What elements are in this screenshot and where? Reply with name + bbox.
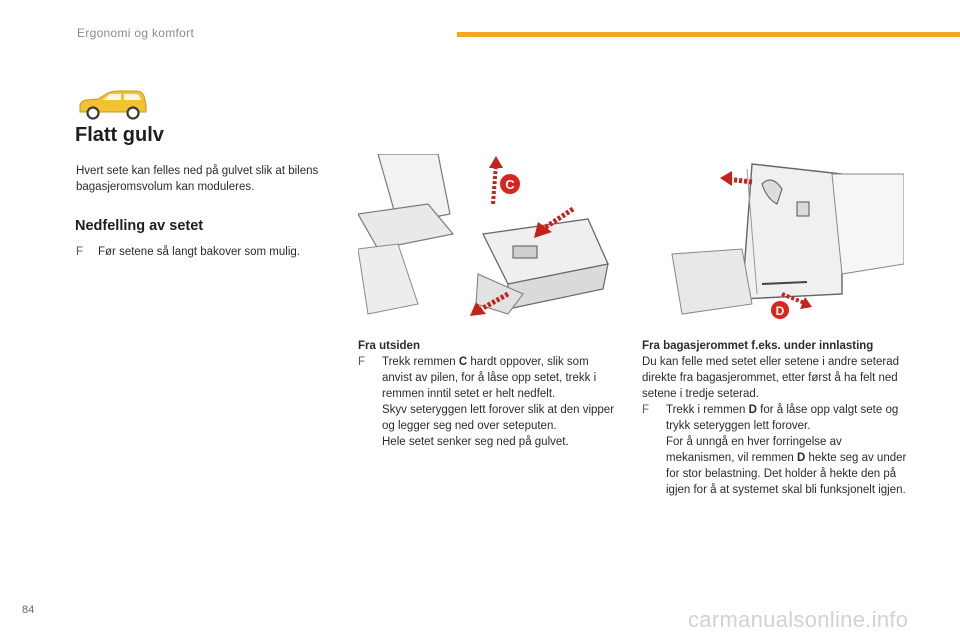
- instruction-text-part: hekte seg av under for stor belastning. Det holder å hekte den på igjen for å at systemet skal bli funksjonelt igjen.: [666, 452, 907, 496]
- strap-label-c: C: [505, 177, 515, 192]
- instructions-heading: Fra utsiden: [358, 340, 420, 352]
- strap-code: C: [458, 356, 468, 368]
- subsection-title: Nedfelling av setet: [75, 218, 204, 234]
- instruction-text: [382, 354, 620, 450]
- instruction-text-part: Trekk remmen: [382, 356, 459, 368]
- page-number: 84: [22, 604, 35, 616]
- watermark: carmanualsonline.info: [688, 607, 909, 632]
- bullet-marker: F: [76, 246, 84, 258]
- page-header-title: Ergonomi og komfort: [77, 26, 195, 40]
- instruction-text-part: Trekk i remmen: [666, 404, 749, 416]
- instruction-item: [642, 402, 908, 498]
- seat-fold-outside-illustration: [358, 154, 613, 320]
- bullet-marker: F: [642, 404, 650, 416]
- car-icon: [76, 90, 148, 120]
- step-item: [76, 244, 346, 260]
- instruction-text: [666, 402, 908, 498]
- instruction-text-part: For å unngå en hver forringelse av mekanismen, vil remmen: [666, 436, 842, 464]
- instruction-text-part: Hele setet senker seg ned på gulvet.: [382, 436, 569, 448]
- instruction-text-part: Skyv seteryggen lett forover slik at den vipper og legger seg ned over seteputen.: [382, 404, 615, 432]
- seat-fold-boot-illustration: [642, 154, 904, 320]
- instructions-from-outside: [358, 338, 620, 450]
- strap-code: D: [748, 404, 757, 416]
- instruction-text-part: for å låse opp valgt sete og trykk seteryggen lett forover.: [666, 404, 899, 432]
- strap-label-d: D: [775, 304, 785, 318]
- section-intro: Hvert sete kan felles ned på gulvet slik at bilens bagasjeromsvolum kan moduleres.: [76, 165, 319, 193]
- instructions-intro: Du kan felle med setet eller setene i andre seterad direkte fra bagasjerommet, etter først å ha felt ned setene i tredje seterad.: [642, 356, 899, 400]
- header-accent-bar: [457, 32, 960, 37]
- instructions-from-boot: [642, 338, 908, 498]
- section-title: Flatt gulv: [75, 124, 164, 146]
- instructions-heading: Fra bagasjerommet f.eks. under innlasting: [642, 340, 874, 352]
- instruction-item: [358, 354, 620, 450]
- step-text: Før setene så langt bakover som mulig.: [98, 246, 300, 258]
- strap-code: D: [797, 452, 806, 464]
- bullet-marker: F: [358, 356, 366, 368]
- instruction-text-part: hardt oppover, slik som anvist av pilen, for å låse opp setet, trekk i remmen inntil setet er helt nedfelt.: [382, 356, 597, 400]
